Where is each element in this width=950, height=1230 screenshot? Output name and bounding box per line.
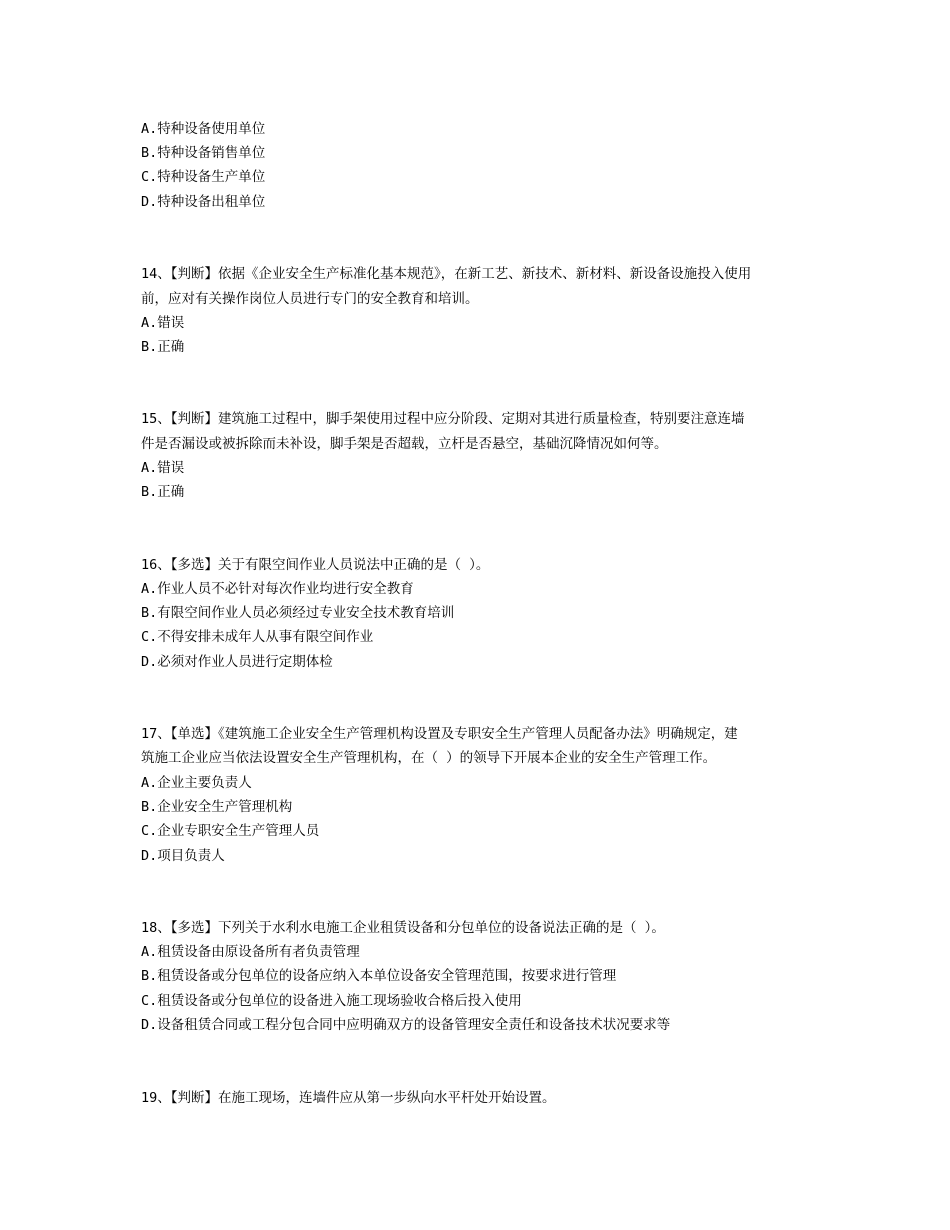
question-18-option-c: C.租赁设备或分包单位的设备进入施工现场验收合格后投入使用	[141, 993, 522, 1009]
question-15-option-a: A.错误	[141, 460, 185, 476]
question-14-stem-line-1: 14、【判断】依据《企业安全生产标准化基本规范》，在新工艺、新技术、新材料、新设备设施投入使用	[141, 266, 752, 282]
question-17-option-b: B.企业安全生产管理机构	[141, 799, 293, 815]
question-18-option-d: D.设备租赁合同或工程分包合同中应明确双方的设备管理安全责任和设备技术状况要求等	[141, 1017, 671, 1033]
question-18-stem-line-1: 18、【多选】下列关于水利水电施工企业租赁设备和分包单位的设备说法正确的是（ ）。	[141, 920, 665, 936]
question-16-stem-line-1: 16、【多选】关于有限空间作业人员说法中正确的是（ ）。	[141, 557, 490, 573]
prev-option-a: A.特种设备使用单位	[141, 121, 266, 137]
question-18-option-a: A.租赁设备由原设备所有者负责管理	[141, 944, 360, 960]
question-16-option-d: D.必须对作业人员进行定期体检	[141, 654, 333, 670]
question-14-stem-line-2: 前，应对有关操作岗位人员进行专门的安全教育和培训。	[141, 291, 479, 307]
question-17-stem-line-1: 17、【单选】《建筑施工企业安全生产管理机构设置及专职安全生产管理人员配备办法》明确规定，建	[141, 726, 738, 742]
question-16-option-a: A.作业人员不必针对每次作业均进行安全教育	[141, 581, 414, 597]
question-15-stem-line-1: 15、【判断】建筑施工过程中，脚手架使用过程中应分阶段、定期对其进行质量检查，特别要注意连墙	[141, 411, 745, 427]
prev-option-d: D.特种设备出租单位	[141, 194, 266, 210]
question-15-stem-line-2: 件是否漏设或被拆除而未补设，脚手架是否超载，立杆是否悬空，基础沉降情况如何等。	[141, 436, 668, 452]
prev-option-b: B.特种设备销售单位	[141, 145, 266, 161]
question-18-option-b: B.租赁设备或分包单位的设备应纳入本单位设备安全管理范围，按要求进行管理	[141, 968, 617, 984]
question-17-stem-line-2: 筑施工企业应当依法设置安全生产管理机构，在（ ）的领导下开展本企业的安全生产管理工作。	[141, 750, 717, 766]
question-17-option-c: C.企业专职安全生产管理人员	[141, 823, 320, 839]
question-17-option-a: A.企业主要负责人	[141, 775, 252, 791]
question-16-option-b: B.有限空间作业人员必须经过专业安全技术教育培训	[141, 605, 455, 621]
prev-option-c: C.特种设备生产单位	[141, 169, 266, 185]
question-17-option-d: D.项目负责人	[141, 848, 225, 864]
question-14-option-a: A.错误	[141, 315, 185, 331]
question-14-option-b: B.正确	[141, 339, 185, 355]
question-15-option-b: B.正确	[141, 484, 185, 500]
question-16-option-c: C.不得安排未成年人从事有限空间作业	[141, 629, 374, 645]
question-19-stem-line-1: 19、【判断】在施工现场，连墙件应从第一步纵向水平杆处开始设置。	[141, 1090, 556, 1106]
